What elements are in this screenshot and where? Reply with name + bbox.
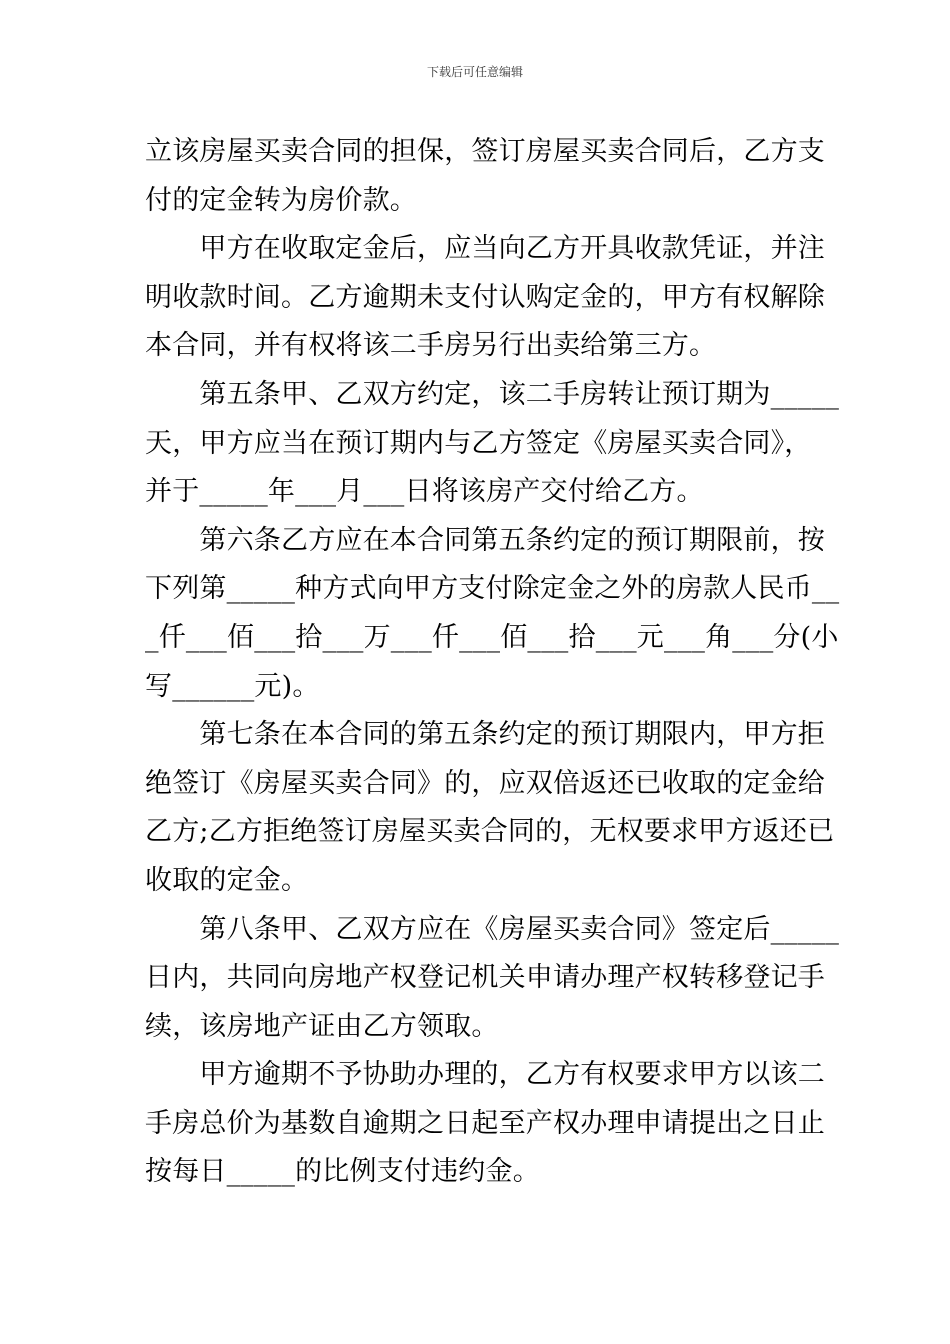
text-line: 第六条乙方应在本合同第五条约定的预订期限前，按 bbox=[145, 524, 825, 556]
text-line: 付的定金转为房价款。 bbox=[145, 184, 417, 216]
text-line: 绝签订《房屋买卖合同》的，应双倍返还已收取的定金给 bbox=[145, 767, 825, 799]
text-line: 乙方;乙方拒绝签订房屋买卖合同的，无权要求甲方返还已 bbox=[145, 816, 835, 848]
text-line: 收取的定金。 bbox=[145, 864, 309, 896]
text-line: 下列第_____种方式向甲方支付除定金之外的房款人民币__ bbox=[145, 573, 840, 605]
text-line: 甲方在收取定金后，应当向乙方开具收款凭证，并注 bbox=[145, 233, 825, 265]
header-note: 下载后可任意编辑 bbox=[426, 65, 523, 79]
text-line: 日内，共同向房地产权登记机关申请办理产权转移登记手 bbox=[145, 962, 825, 994]
text-line: 按每日_____的比例支付违约金。 bbox=[145, 1156, 540, 1188]
text-line: 天，甲方应当在预订期内与乙方签定《房屋买卖合同》， bbox=[145, 427, 812, 459]
text-line: 第八条甲、乙双方应在《房屋买卖合同》签定后_____ bbox=[145, 913, 840, 945]
text-line: 第七条在本合同的第五条约定的预订期限内，甲方拒 bbox=[145, 719, 825, 751]
text-line: 写______元)。 bbox=[145, 670, 320, 702]
document-body bbox=[145, 128, 840, 1197]
text-line: _仟___佰___拾___万___仟___佰___拾___元___角___分(小 bbox=[145, 621, 839, 653]
text-line: 第五条甲、乙双方约定，该二手房转让预订期为_____ bbox=[145, 378, 840, 410]
text-line: 立该房屋买卖合同的担保，签订房屋买卖合同后，乙方支 bbox=[145, 136, 825, 167]
text-line: 甲方逾期不予协助办理的，乙方有权要求甲方以该二 bbox=[145, 1059, 825, 1091]
text-line: 手房总价为基数自逾期之日起至产权办理申请提出之日止 bbox=[145, 1107, 825, 1139]
text-line: 明收款时间。乙方逾期未支付认购定金的，甲方有权解除 bbox=[145, 281, 825, 313]
text-line: 本合同，并有权将该二手房另行出卖给第三方。 bbox=[145, 330, 717, 362]
text-line: 并于_____年___月___日将该房产交付给乙方。 bbox=[145, 476, 704, 508]
text-line: 续，该房地产证由乙方领取。 bbox=[145, 1010, 499, 1042]
